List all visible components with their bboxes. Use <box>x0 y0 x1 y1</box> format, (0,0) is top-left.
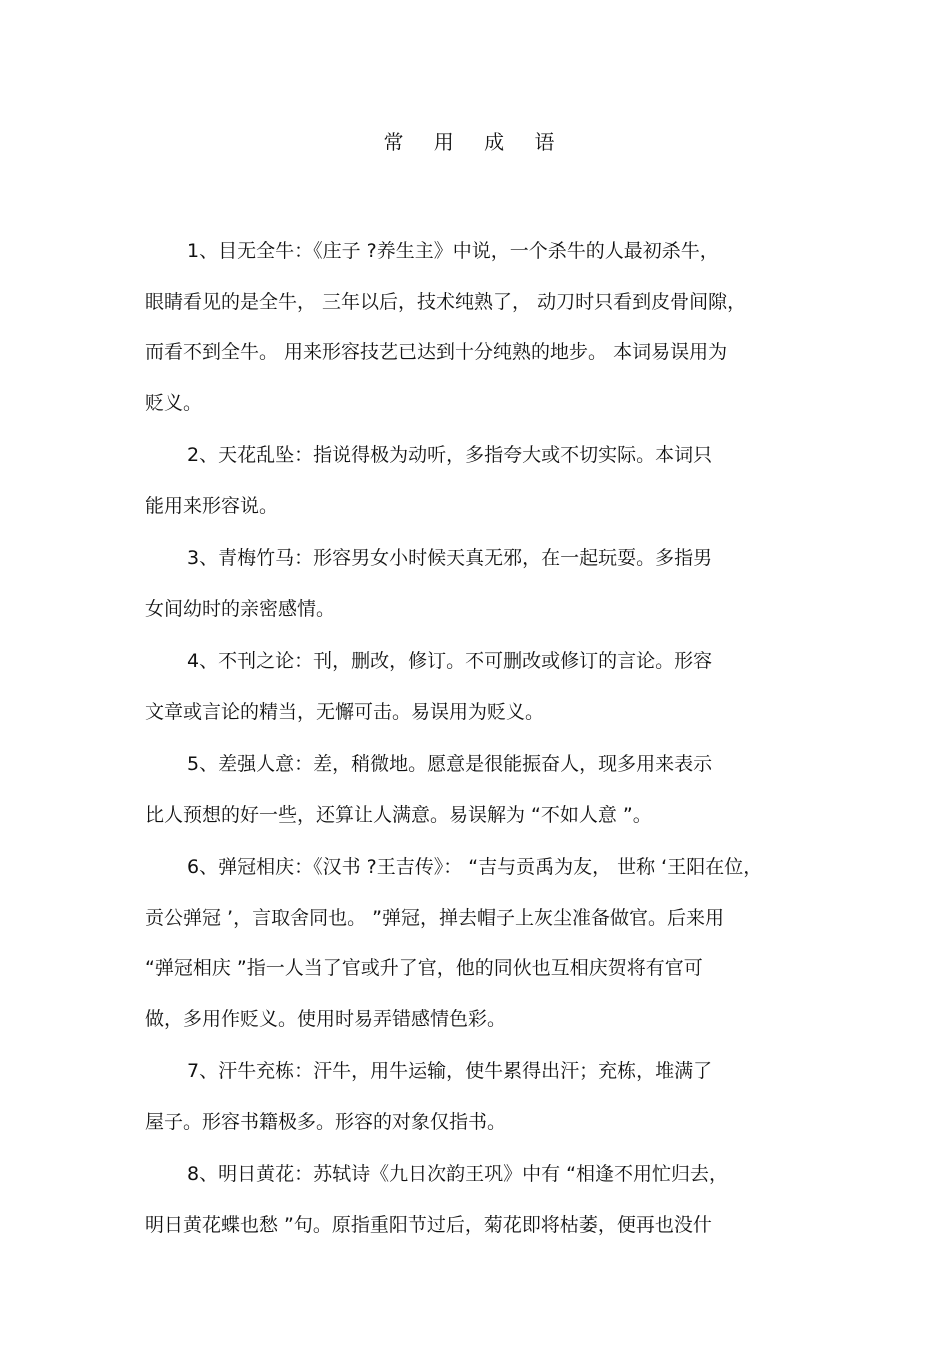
idiom-list <box>145 226 810 1252</box>
idiom-entry-7 <box>145 1046 810 1147</box>
idiom-entry-3 <box>145 533 810 634</box>
entry-line: 4、不刊之论：刊，删改，修订。不可删改或修订的言论。形容 <box>187 650 713 672</box>
entry-line: 而看不到全牛。 用来形容技艺已达到十分纯熟的地步。 本词易误用为 <box>145 341 728 363</box>
idiom-entry-8 <box>145 1149 810 1250</box>
entry-line: 明日黄花蝶也愁 ”句。原指重阳节过后，菊花即将枯萎，便再也没什 <box>145 1213 712 1236</box>
entry-line: 能用来形容说。 <box>145 494 279 517</box>
idiom-entry-6 <box>145 842 810 1044</box>
page-title: 常 用 成 语 <box>383 130 567 154</box>
entry-line: 8、明日黄花：苏轼诗《九日次韵王巩》中有 “相逢不用忙归去， <box>187 1163 728 1185</box>
entry-line: 3、青梅竹马：形容男女小时候天真无邪，在一起玩耍。多指男 <box>187 547 713 569</box>
entry-line: 文章或言论的精当，无懈可击。易误用为贬义。 <box>145 700 545 723</box>
entry-line: 贬义。 <box>145 391 203 414</box>
idiom-entry-1 <box>145 226 810 428</box>
idiom-entry-4 <box>145 636 810 737</box>
entry-line: 比人预想的好一些，还算让人满意。易误解为 “不如人意 ”。 <box>145 803 652 826</box>
entry-line: 贡公弹冠 ’，言取舍同也。 ”弹冠，掸去帽子上灰尘准备做官。后来用 <box>145 906 724 929</box>
entry-line: 7、汗牛充栋：汗牛，用牛运输，使牛累得出汗；充栋，堆满了 <box>187 1060 713 1082</box>
entry-line: “弹冠相庆 ”指一人当了官或升了官，他的同伙也互相庆贺将有官可 <box>145 957 703 979</box>
entry-line: 眼睛看见的是全牛， 三年以后，技术纯熟了， 动刀时只看到皮骨间隙， <box>145 290 747 313</box>
entry-line: 6、弹冠相庆：《汉书 ?王吉传》： “吉与贡禹为友， 世称 ‘王阳在位， <box>187 856 763 878</box>
entry-line: 屋子。形容书籍极多。形容的对象仅指书。 <box>145 1110 507 1133</box>
entry-line: 1、目无全牛：《庄子 ?养生主》中说，一个杀牛的人最初杀牛， <box>187 240 719 262</box>
idiom-entry-5 <box>145 739 810 840</box>
entry-line: 女间幼时的亲密感情。 <box>145 597 336 620</box>
idiom-entry-2 <box>145 430 810 531</box>
entry-line: 5、差强人意：差，稍微地。愿意是很能振奋人，现多用来表示 <box>187 753 713 775</box>
entry-line: 做，多用作贬义。使用时易弄错感情色彩。 <box>145 1007 507 1030</box>
entry-line: 2、天花乱坠：指说得极为动听，多指夸大或不切实际。本词只 <box>187 444 713 466</box>
